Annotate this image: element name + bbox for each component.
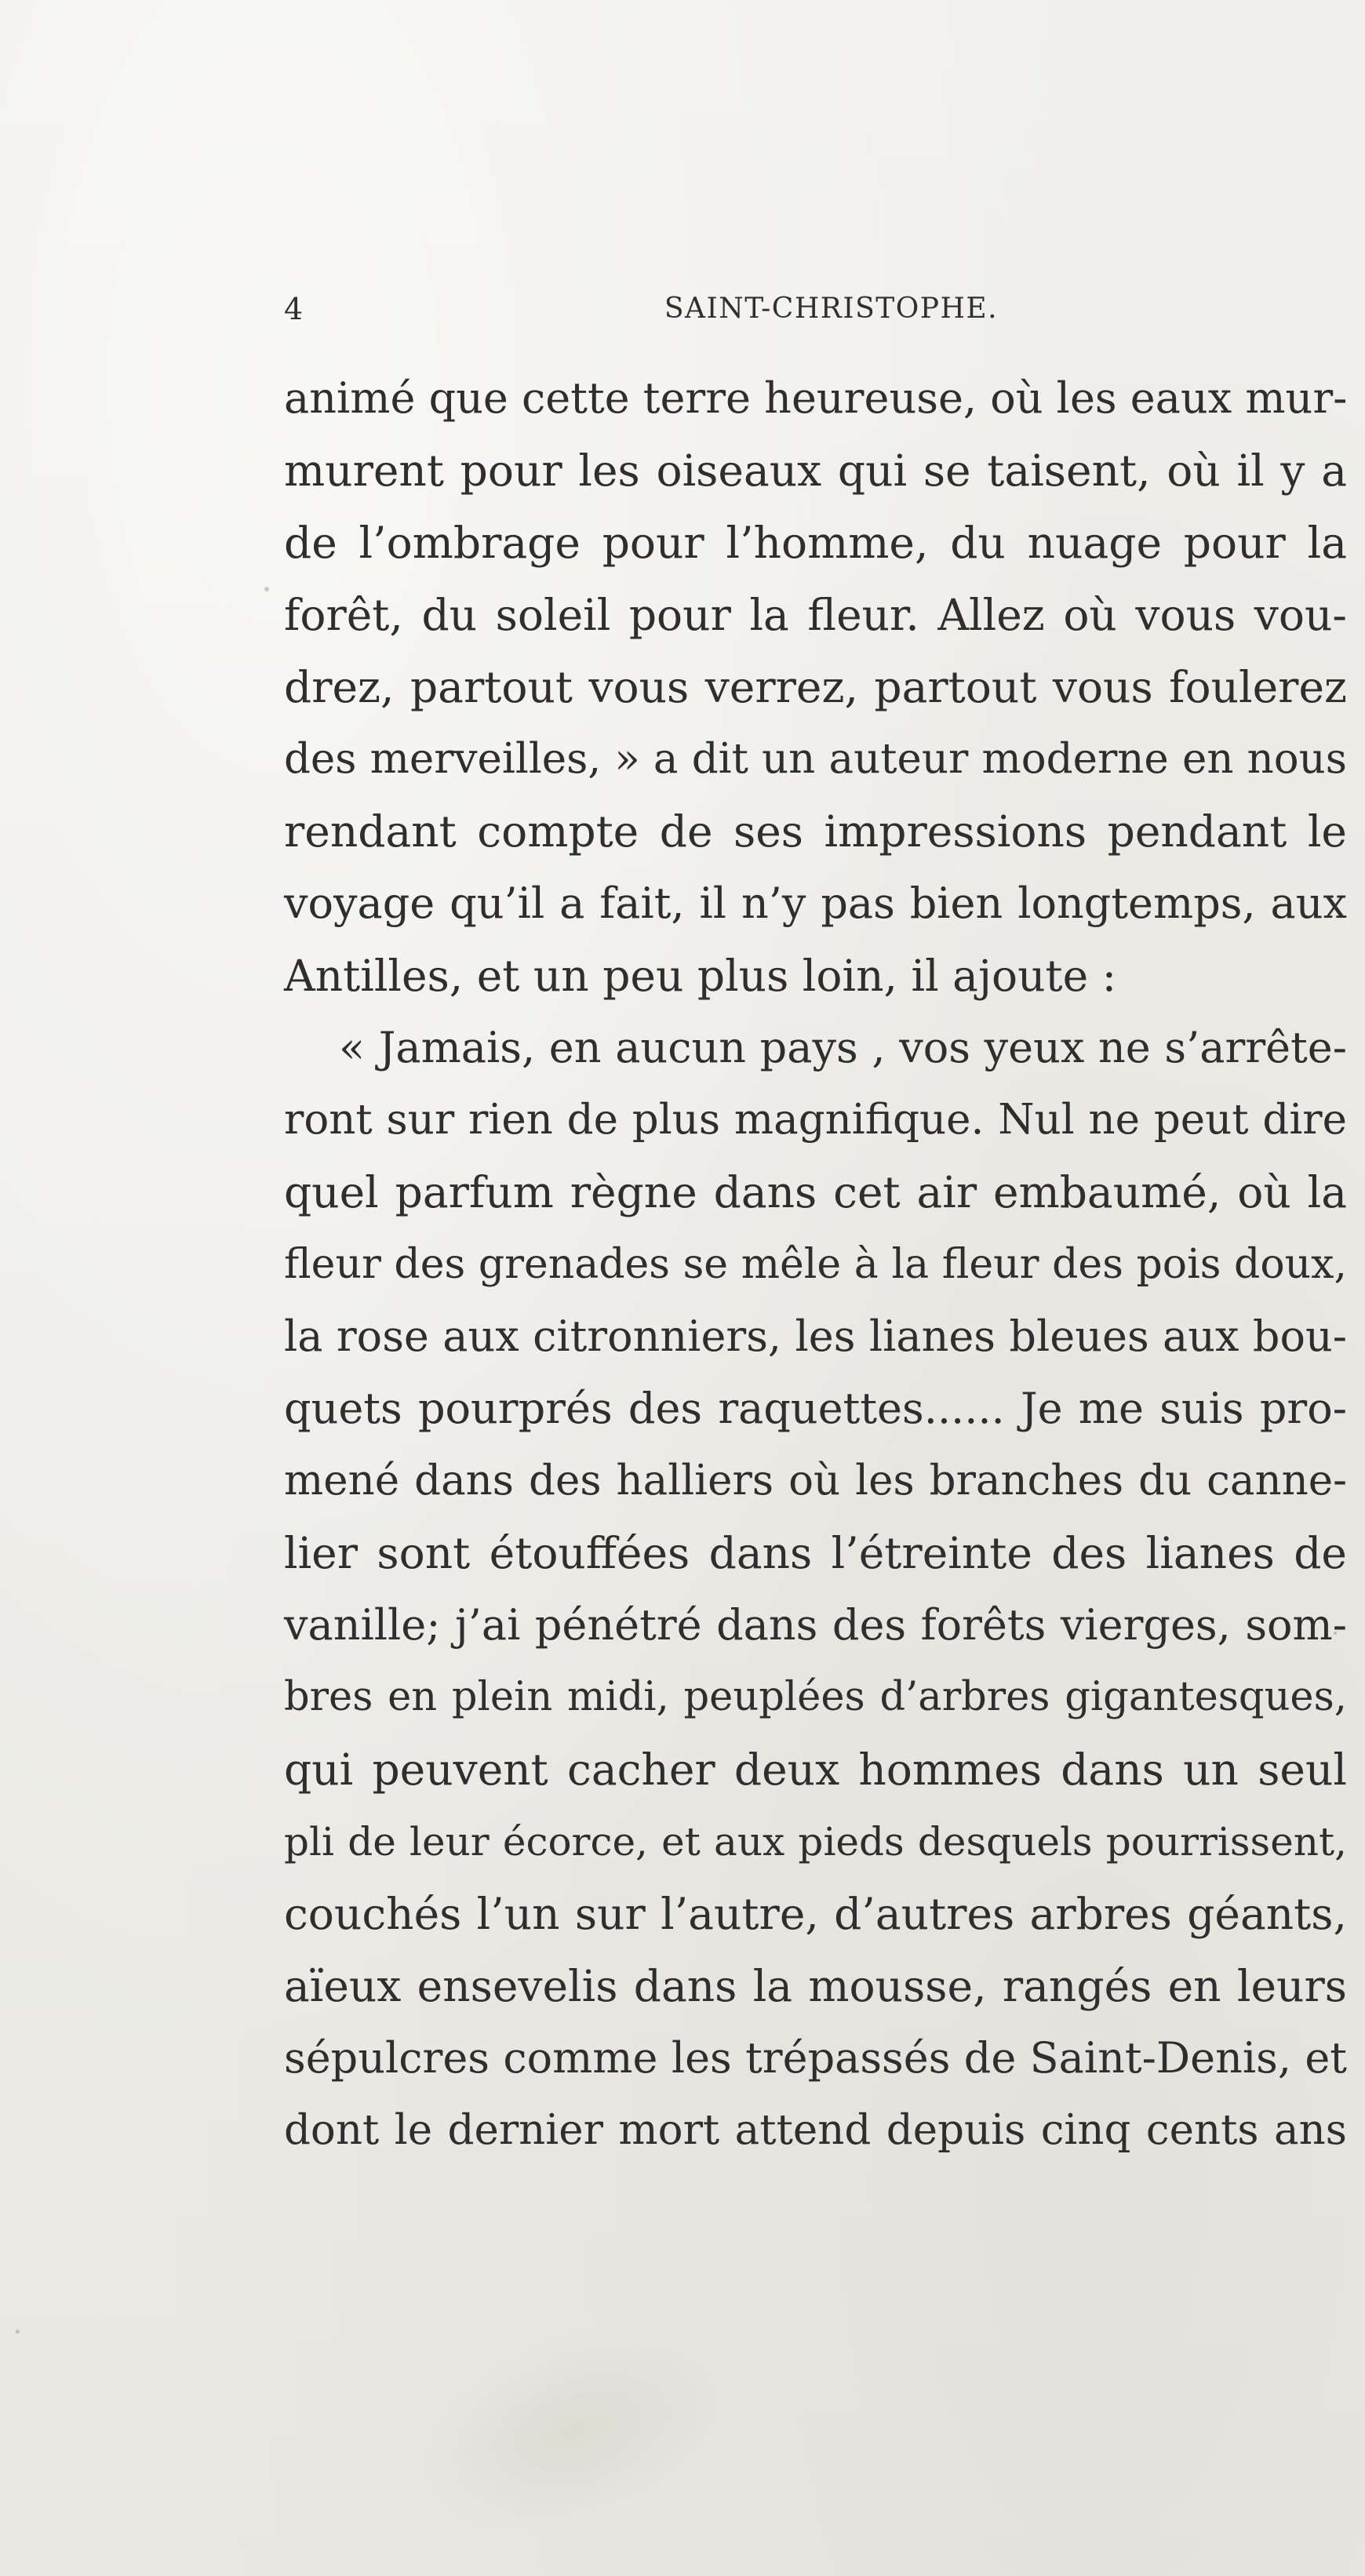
text-line: la rose aux citronniers, les lianes bleues aux bou- <box>284 1312 1347 1361</box>
text-line: quel parfum règne dans cet air embaumé, où la <box>284 1167 1347 1217</box>
text-line: lier sont étouffées dans l’étreinte des lianes de <box>284 1528 1347 1578</box>
text-line: murent pour les oiseaux qui se taisent, où il y a <box>284 446 1347 496</box>
text-line: voyage qu’il a fait, il n’y pas bien longtemps, aux <box>284 879 1347 928</box>
text-line: mené dans des halliers où les branches du canne- <box>284 1457 1347 1504</box>
paper-speck <box>16 2330 20 2334</box>
text-line: ront sur rien de plus magnifique. Nul ne peut dire <box>284 1096 1347 1144</box>
text-line: aïeux ensevelis dans la mousse, rangés en leurs <box>284 1961 1347 2011</box>
page-number: 4 <box>284 292 304 326</box>
text-line: forêt, du soleil pour la fleur. Allez où vous vou- <box>284 590 1347 640</box>
text-line: sépulcres comme les trépassés de Saint-Denis, et <box>284 2033 1347 2083</box>
text-line: qui peuvent cacher deux hommes dans un seul <box>284 1745 1347 1795</box>
paper-speck <box>264 587 269 591</box>
running-head <box>284 287 1347 331</box>
text-line: des merveilles, » a dit un auteur moderne en nous <box>284 735 1347 783</box>
text-line: bres en plein midi, peuplées d’arbres gigantesques, <box>284 1674 1347 1720</box>
paper-stain <box>387 2291 759 2572</box>
body-text <box>284 362 1347 2167</box>
text-line: de l’ombrage pour l’homme, du nuage pour la <box>284 518 1347 568</box>
text-line: dont le dernier mort attend depuis cinq cents ans <box>284 2106 1347 2154</box>
text-line: quets pourprés des raquettes...... Je me suis pro- <box>284 1384 1347 1433</box>
text-line: « Jamais, en aucun pays , vos yeux ne s’arrête- <box>339 1023 1347 1072</box>
text-line: pli de leur écorce, et aux pieds desquels pourrissent, <box>284 1819 1347 1865</box>
text-line: Antilles, et un peu plus loin, il ajoute : <box>284 951 1117 1001</box>
text-line: vanille; j’ai pénétré dans des forêts vierges, som- <box>284 1600 1347 1650</box>
text-line: couchés l’un sur l’autre, d’autres arbres géants, <box>284 1889 1347 1939</box>
text-line: drez, partout vous verrez, partout vous foulerez <box>284 662 1347 712</box>
text-line: fleur des grenades se mêle à la fleur des pois doux, <box>284 1241 1347 1288</box>
text-line: rendant compte de ses impressions pendant le <box>284 806 1347 857</box>
text-line: animé que cette terre heureuse, où les eaux mur- <box>284 373 1348 423</box>
chapter-title: SAINT-CHRISTOPHE. <box>664 293 999 325</box>
